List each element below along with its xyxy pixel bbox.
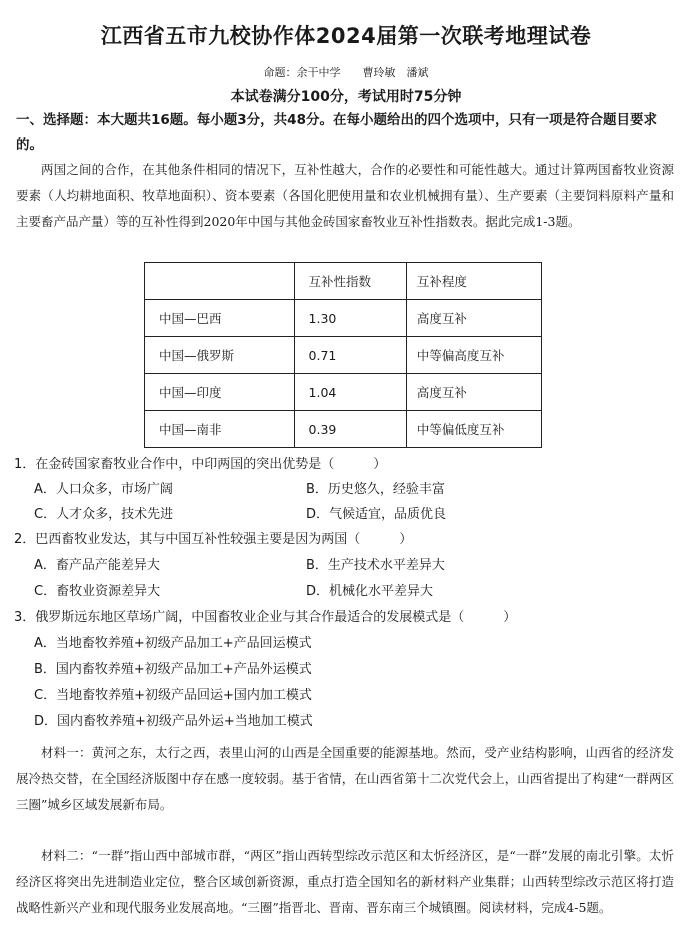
- table-cell: 中国—南非: [145, 411, 295, 448]
- table-cell: 1.04: [294, 374, 406, 411]
- table-header-row: [145, 263, 542, 300]
- exam-authors: 命题：余干中学 曹玲敏 潘斌: [263, 66, 429, 79]
- table-cell: 1.30: [294, 300, 406, 337]
- question-2-option-c[interactable]: C．畜牧业资源差异大: [34, 584, 161, 599]
- table-row: [145, 337, 542, 374]
- table-row: [145, 300, 542, 337]
- complementarity-table: [144, 262, 542, 448]
- table-cell: 0.71: [294, 337, 406, 374]
- question-1-option-b[interactable]: B．历史悠久，经验丰富: [306, 482, 445, 497]
- table-cell: 高度互补: [406, 300, 541, 337]
- table-cell: 中等偏高度互补: [406, 337, 541, 374]
- table-row: [145, 411, 542, 448]
- question-1-option-d[interactable]: D．气候适宜，品质优良: [306, 507, 447, 522]
- table-row: [145, 374, 542, 411]
- question-3-option-a[interactable]: A．当地畜牧养殖+初级产品加工+产品回运模式: [34, 636, 312, 651]
- question-3-stem: 3．俄罗斯远东地区草场广阔，中国畜牧业企业与其合作最适合的发展模式是（ ）: [14, 610, 517, 625]
- question-1-option-c[interactable]: C．人才众多，技术先进: [34, 507, 174, 522]
- table-cell: 高度互补: [406, 374, 541, 411]
- intro-paragraph: 两国之间的合作，在其他条件相同的情况下，互补性越大，合作的必要性和可能性越大。通过计算两国畜牧业资源要素（人均耕地面积、牧草地面积）、资本要素（各国化肥使用量和农业机械拥有量）、生产要素（主要饲料原料产量和主要畜产品产量）等的互补性得到2020年中国与其他金砖国家畜牧业互补性指数表。据此完成1-3题。: [16, 162, 674, 229]
- question-1-option-a[interactable]: A．人口众多，市场广阔: [34, 482, 173, 497]
- table-cell: 0.39: [294, 411, 406, 448]
- table-header-cell: 互补性指数: [294, 263, 406, 300]
- material-one-paragraph: 材料一：黄河之东，太行之西，表里山河的山西是全国重要的能源基地。然而，受产业结构影响，山西省的经济发展冷热交替，在全国经济版图中存在感一度较弱。基于省情，在山西省第十二次党代会上，山西省提出了构建“一群两区三圈”城乡区域发展新布局。: [16, 745, 674, 812]
- table-header-cell: 互补程度: [406, 263, 541, 300]
- question-3-option-d[interactable]: D．国内畜牧养殖+初级产品外运+当地加工模式: [34, 714, 313, 729]
- exam-meta: 本试卷满分100分，考试用时75分钟: [230, 89, 462, 105]
- table-cell: 中等偏低度互补: [406, 411, 541, 448]
- question-2-option-b[interactable]: B．生产技术水平差异大: [306, 558, 445, 573]
- table-cell: 中国—俄罗斯: [145, 337, 295, 374]
- material-two-paragraph: 材料二：“一群”指山西中部城市群，“两区”指山西转型综改示范区和太忻经济区，是“一群”发展的南北引擎。太忻经济区将突出先进制造业定位，整合区域创新资源，重点打造全国知名的新材料产业集群；山西转型综改示范区将打造战略性新兴产业和现代服务业发展高地。“三圈”指晋北、晋南、晋东南三个城镇圈。阅读材料，完成4-5题。: [16, 848, 674, 915]
- question-2-option-a[interactable]: A．畜产品产能差异大: [34, 558, 160, 573]
- question-3-option-b[interactable]: B．国内畜牧养殖+初级产品加工+产品外运模式: [34, 662, 312, 677]
- question-3-option-c[interactable]: C．当地畜牧养殖+初级产品回运+国内加工模式: [34, 688, 312, 703]
- table-cell: 中国—巴西: [145, 300, 295, 337]
- question-2-stem: 2．巴西畜牧业发达，其与中国互补性较强主要是因为两国（ ）: [14, 532, 413, 547]
- section-heading: 一、选择题：本大题共16题。每小题3分，共48分。在每小题给出的四个选项中，只有一项是符合题目要求的。: [16, 112, 657, 153]
- table-header-cell: [145, 263, 295, 300]
- question-1-stem: 1．在金砖国家畜牧业合作中，中印两国的突出优势是（ ）: [14, 457, 387, 472]
- table-cell: 中国—印度: [145, 374, 295, 411]
- question-2-option-d[interactable]: D．机械化水平差异大: [306, 584, 434, 599]
- exam-title: 江西省五市九校协作体2024届第一次联考地理试卷: [100, 24, 592, 48]
